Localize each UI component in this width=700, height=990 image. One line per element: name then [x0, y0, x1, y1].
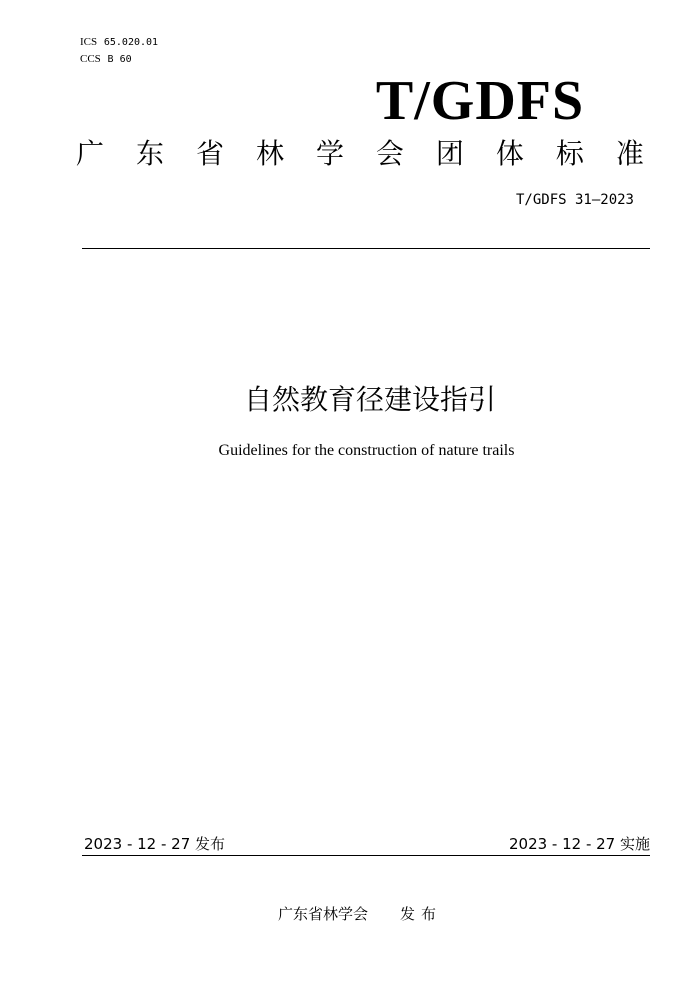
org-title-char: 团	[435, 137, 464, 170]
org-title-char: 林	[255, 137, 284, 170]
org-title-char: 省	[195, 137, 224, 170]
org-title-char: 准	[615, 137, 644, 170]
ics-label: ICS	[80, 36, 98, 48]
header-divider	[82, 248, 650, 249]
publisher-organization: 广东省林学会	[277, 905, 368, 923]
document-title-chinese: 自然教育径建设指引	[243, 383, 496, 416]
publisher-line	[0, 902, 700, 926]
standard-number: T/GDFS 31—2023	[515, 192, 634, 208]
brand-logo: T/GDFS	[375, 70, 585, 132]
effective-date: 2023 - 12 - 27 实施	[508, 835, 650, 853]
ics-line	[80, 34, 158, 51]
org-title-char: 学	[315, 137, 344, 170]
release-date: 2023 - 12 - 27 发布	[84, 835, 226, 853]
document-title-english: Guidelines for the construction of nature trails	[218, 442, 515, 459]
org-standard-title	[60, 134, 660, 174]
ics-code: 65.020.01	[103, 37, 159, 48]
ccs-line	[80, 51, 158, 68]
org-title-char: 体	[495, 137, 524, 170]
publisher-action: 发布	[400, 905, 443, 923]
ccs-label: CCS	[80, 53, 101, 65]
org-title-char: 广	[76, 137, 105, 170]
ccs-code: B 60	[107, 54, 132, 65]
org-title-char: 东	[135, 137, 164, 170]
classification-codes	[80, 34, 158, 68]
org-title-char: 标	[555, 137, 584, 170]
org-title-char: 会	[375, 137, 404, 170]
footer-divider	[82, 855, 650, 856]
